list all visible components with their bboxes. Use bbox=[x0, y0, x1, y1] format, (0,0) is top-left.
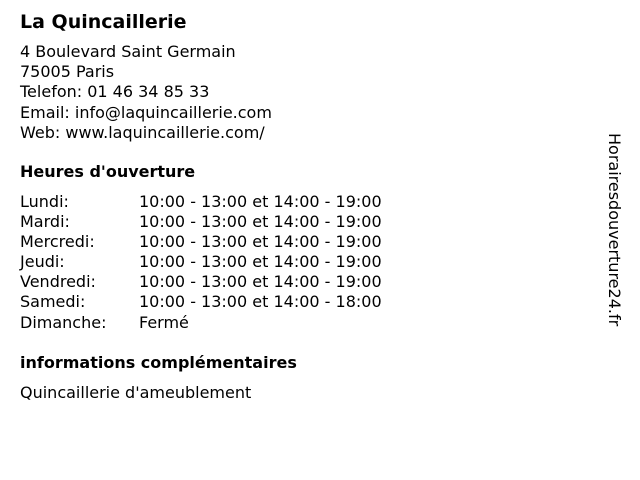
hours-day-label: Lundi: bbox=[20, 192, 69, 212]
phone-line: Telefon: 01 46 34 85 33 bbox=[20, 82, 210, 102]
hours-row-monday bbox=[20, 192, 600, 212]
hours-day-label: Mardi: bbox=[20, 212, 70, 232]
hours-time-value: 10:00 - 13:00 et 14:00 - 19:00 bbox=[139, 272, 382, 292]
email-line: Email: info@laquincaillerie.com bbox=[20, 102, 272, 122]
hours-row-tuesday bbox=[20, 212, 600, 232]
hours-row-friday bbox=[20, 272, 600, 292]
address-street: 4 Boulevard Saint Germain bbox=[20, 42, 236, 61]
additional-info-text: Quincaillerie d'ameublement bbox=[20, 382, 252, 402]
opening-hours-table bbox=[20, 192, 600, 333]
hours-row-thursday bbox=[20, 252, 600, 272]
additional-info-heading: informations complémentaires bbox=[20, 352, 297, 372]
store-name: La Quincaillerie bbox=[20, 11, 187, 33]
hours-row-saturday bbox=[20, 292, 600, 312]
hours-row-wednesday bbox=[20, 232, 600, 252]
website-line: Web: www.laquincaillerie.com/ bbox=[20, 122, 265, 142]
hours-day-label: Mercredi: bbox=[20, 232, 95, 252]
site-watermark: Horairesdouverture24.fr bbox=[605, 133, 624, 327]
hours-time-value: Fermé bbox=[139, 312, 189, 332]
hours-day-label: Vendredi: bbox=[20, 272, 96, 292]
hours-day-label: Dimanche: bbox=[20, 312, 107, 332]
hours-row-sunday bbox=[20, 313, 600, 333]
hours-day-label: Jeudi: bbox=[20, 252, 65, 272]
store-info-card bbox=[20, 10, 600, 403]
hours-time-value: 10:00 - 13:00 et 14:00 - 18:00 bbox=[139, 292, 382, 312]
hours-time-value: 10:00 - 13:00 et 14:00 - 19:00 bbox=[139, 232, 382, 252]
hours-day-label: Samedi: bbox=[20, 292, 86, 312]
contact-block bbox=[20, 42, 600, 143]
address-city: 75005 Paris bbox=[20, 62, 115, 82]
opening-hours-heading: Heures d'ouverture bbox=[20, 162, 196, 182]
hours-time-value: 10:00 - 13:00 et 14:00 - 19:00 bbox=[139, 212, 382, 232]
hours-time-value: 10:00 - 13:00 et 14:00 - 19:00 bbox=[139, 252, 382, 272]
hours-time-value: 10:00 - 13:00 et 14:00 - 19:00 bbox=[139, 192, 382, 212]
